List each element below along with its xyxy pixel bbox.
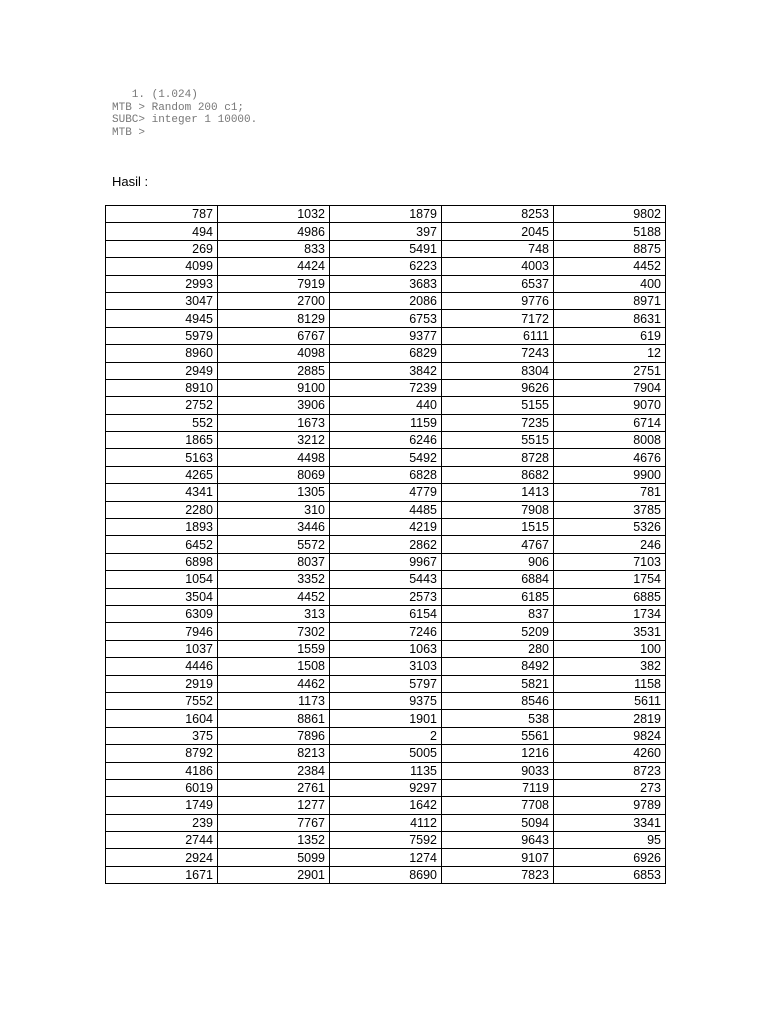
table-cell: 1893: [106, 519, 218, 536]
table-cell: 4260: [554, 745, 666, 762]
table-cell: 7246: [330, 623, 442, 640]
table-cell: 6884: [442, 571, 554, 588]
table-cell: 6926: [554, 849, 666, 866]
table-cell: 2573: [330, 588, 442, 605]
table-cell: 6111: [442, 327, 554, 344]
table-cell: 3504: [106, 588, 218, 605]
table-cell: 9070: [554, 397, 666, 414]
table-cell: 7552: [106, 692, 218, 709]
table-cell: 2885: [218, 362, 330, 379]
table-row: [106, 849, 666, 866]
table-cell: 1158: [554, 675, 666, 692]
table-cell: 2901: [218, 866, 330, 883]
table-cell: 4485: [330, 501, 442, 518]
random-numbers-table-body: [106, 206, 666, 884]
table-cell: 273: [554, 779, 666, 796]
table-cell: 5515: [442, 432, 554, 449]
table-cell: 5005: [330, 745, 442, 762]
table-cell: 3047: [106, 292, 218, 309]
table-cell: 7235: [442, 414, 554, 431]
table-cell: 8690: [330, 866, 442, 883]
table-cell: 6829: [330, 345, 442, 362]
table-cell: 1159: [330, 414, 442, 431]
table-cell: 4986: [218, 223, 330, 240]
table-cell: 12: [554, 345, 666, 362]
table-cell: 5188: [554, 223, 666, 240]
result-label: Hasil :: [112, 174, 149, 189]
table-cell: 4462: [218, 675, 330, 692]
table-cell: 440: [330, 397, 442, 414]
table-cell: 3906: [218, 397, 330, 414]
table-cell: 6537: [442, 275, 554, 292]
table-cell: 4186: [106, 762, 218, 779]
table-cell: 6185: [442, 588, 554, 605]
table-cell: 5443: [330, 571, 442, 588]
table-cell: 1274: [330, 849, 442, 866]
table-cell: 2751: [554, 362, 666, 379]
table-row: [106, 275, 666, 292]
table-cell: 9789: [554, 797, 666, 814]
minitab-command-block: [112, 89, 257, 139]
table-cell: 4098: [218, 345, 330, 362]
table-row: [106, 571, 666, 588]
table-row: [106, 397, 666, 414]
table-cell: 7708: [442, 797, 554, 814]
table-cell: 1216: [442, 745, 554, 762]
table-cell: 7896: [218, 727, 330, 744]
table-cell: 1352: [218, 832, 330, 849]
table-row: [106, 588, 666, 605]
table-row: [106, 640, 666, 657]
table-row: [106, 762, 666, 779]
table-row: [106, 866, 666, 883]
table-cell: 2761: [218, 779, 330, 796]
table-cell: 375: [106, 727, 218, 744]
table-cell: 8728: [442, 449, 554, 466]
table-row: [106, 675, 666, 692]
table-cell: 5326: [554, 519, 666, 536]
table-cell: 4003: [442, 258, 554, 275]
table-cell: 8723: [554, 762, 666, 779]
table-cell: 4112: [330, 814, 442, 831]
table-cell: 6828: [330, 466, 442, 483]
table-cell: 5797: [330, 675, 442, 692]
table-row: [106, 258, 666, 275]
table-row: [106, 501, 666, 518]
table-cell: 5572: [218, 536, 330, 553]
table-cell: 8008: [554, 432, 666, 449]
table-cell: 9900: [554, 466, 666, 483]
table-row: [106, 814, 666, 831]
table-row: [106, 466, 666, 483]
table-cell: 3531: [554, 623, 666, 640]
table-cell: 5163: [106, 449, 218, 466]
table-cell: 1413: [442, 484, 554, 501]
table-cell: 1508: [218, 658, 330, 675]
table-cell: 619: [554, 327, 666, 344]
table-cell: 1673: [218, 414, 330, 431]
table-cell: 9033: [442, 762, 554, 779]
table-cell: 7239: [330, 379, 442, 396]
table-cell: 9377: [330, 327, 442, 344]
table-cell: 1865: [106, 432, 218, 449]
random-numbers-table: [105, 205, 666, 884]
table-cell: 3842: [330, 362, 442, 379]
table-cell: 7592: [330, 832, 442, 849]
table-cell: 4676: [554, 449, 666, 466]
table-cell: 7172: [442, 310, 554, 327]
table-cell: 8253: [442, 206, 554, 223]
table-row: [106, 745, 666, 762]
table-cell: 9643: [442, 832, 554, 849]
table-cell: 1515: [442, 519, 554, 536]
table-cell: 6885: [554, 588, 666, 605]
table-cell: 5979: [106, 327, 218, 344]
table-cell: 6853: [554, 866, 666, 883]
command-line-prompt: MTB >: [112, 126, 146, 139]
table-cell: 2924: [106, 849, 218, 866]
table-row: [106, 536, 666, 553]
table-cell: 280: [442, 640, 554, 657]
table-row: [106, 553, 666, 570]
table-cell: 6223: [330, 258, 442, 275]
table-cell: 6019: [106, 779, 218, 796]
table-cell: 5492: [330, 449, 442, 466]
table-cell: 5099: [218, 849, 330, 866]
table-cell: 239: [106, 814, 218, 831]
table-cell: 8304: [442, 362, 554, 379]
table-cell: 9824: [554, 727, 666, 744]
table-row: [106, 623, 666, 640]
table-cell: 400: [554, 275, 666, 292]
table-cell: 3341: [554, 814, 666, 831]
table-cell: 1135: [330, 762, 442, 779]
table-cell: 6309: [106, 605, 218, 622]
table-cell: 9626: [442, 379, 554, 396]
table-cell: 1063: [330, 640, 442, 657]
table-cell: 9107: [442, 849, 554, 866]
table-cell: 9297: [330, 779, 442, 796]
table-cell: 1054: [106, 571, 218, 588]
table-row: [106, 206, 666, 223]
table-cell: 8213: [218, 745, 330, 762]
table-cell: 787: [106, 206, 218, 223]
table-cell: 3446: [218, 519, 330, 536]
table-cell: 7823: [442, 866, 554, 883]
table-cell: 8960: [106, 345, 218, 362]
table-cell: 5561: [442, 727, 554, 744]
table-cell: 2949: [106, 362, 218, 379]
table-cell: 1734: [554, 605, 666, 622]
table-cell: 1032: [218, 206, 330, 223]
table-cell: 2752: [106, 397, 218, 414]
table-cell: 9100: [218, 379, 330, 396]
table-cell: 2384: [218, 762, 330, 779]
table-cell: 8971: [554, 292, 666, 309]
table-row: [106, 710, 666, 727]
table-cell: 8037: [218, 553, 330, 570]
table-row: [106, 692, 666, 709]
table-cell: 1754: [554, 571, 666, 588]
table-cell: 7767: [218, 814, 330, 831]
table-cell: 7904: [554, 379, 666, 396]
table-cell: 5491: [330, 240, 442, 257]
table-cell: 7908: [442, 501, 554, 518]
table-cell: 538: [442, 710, 554, 727]
table-cell: 3683: [330, 275, 442, 292]
table-row: [106, 223, 666, 240]
table-cell: 1037: [106, 640, 218, 657]
table-cell: 8792: [106, 745, 218, 762]
table-cell: 4446: [106, 658, 218, 675]
table-cell: 1604: [106, 710, 218, 727]
table-row: [106, 779, 666, 796]
table-row: [106, 484, 666, 501]
table-cell: 100: [554, 640, 666, 657]
table-cell: 2700: [218, 292, 330, 309]
table-row: [106, 414, 666, 431]
table-cell: 5094: [442, 814, 554, 831]
table-cell: 7243: [442, 345, 554, 362]
table-cell: 8682: [442, 466, 554, 483]
table-cell: 8129: [218, 310, 330, 327]
table-cell: 4452: [218, 588, 330, 605]
table-cell: 6898: [106, 553, 218, 570]
table-cell: 2086: [330, 292, 442, 309]
table-cell: 2919: [106, 675, 218, 692]
table-cell: 6767: [218, 327, 330, 344]
table-cell: 1559: [218, 640, 330, 657]
table-cell: 5155: [442, 397, 554, 414]
table-cell: 382: [554, 658, 666, 675]
table-cell: 4767: [442, 536, 554, 553]
table-cell: 8631: [554, 310, 666, 327]
table-cell: 4498: [218, 449, 330, 466]
table-row: [106, 797, 666, 814]
table-cell: 3212: [218, 432, 330, 449]
table-row: [106, 605, 666, 622]
table-cell: 6246: [330, 432, 442, 449]
table-cell: 5209: [442, 623, 554, 640]
table-cell: 4452: [554, 258, 666, 275]
table-cell: 906: [442, 553, 554, 570]
table-cell: 1305: [218, 484, 330, 501]
table-cell: 4945: [106, 310, 218, 327]
command-line-step: 1. (1.024): [112, 89, 198, 101]
table-cell: 4341: [106, 484, 218, 501]
table-cell: 1749: [106, 797, 218, 814]
table-cell: 5611: [554, 692, 666, 709]
table-cell: 9802: [554, 206, 666, 223]
table-cell: 837: [442, 605, 554, 622]
table-cell: 8910: [106, 379, 218, 396]
table-cell: 1277: [218, 797, 330, 814]
table-cell: 5821: [442, 675, 554, 692]
table-cell: 4219: [330, 519, 442, 536]
table-cell: 8492: [442, 658, 554, 675]
table-cell: 7919: [218, 275, 330, 292]
table-cell: 7119: [442, 779, 554, 796]
table-row: [106, 658, 666, 675]
table-row: [106, 432, 666, 449]
table-cell: 9776: [442, 292, 554, 309]
table-cell: 2045: [442, 223, 554, 240]
table-cell: 8546: [442, 692, 554, 709]
table-cell: 1642: [330, 797, 442, 814]
table-cell: 1173: [218, 692, 330, 709]
table-cell: 6452: [106, 536, 218, 553]
table-cell: 3103: [330, 658, 442, 675]
table-row: [106, 292, 666, 309]
table-row: [106, 449, 666, 466]
table-cell: 9967: [330, 553, 442, 570]
table-cell: 95: [554, 832, 666, 849]
table-cell: 4779: [330, 484, 442, 501]
table-cell: 552: [106, 414, 218, 431]
table-cell: 2862: [330, 536, 442, 553]
table-cell: 4424: [218, 258, 330, 275]
table-cell: 8861: [218, 710, 330, 727]
table-cell: 833: [218, 240, 330, 257]
table-row: [106, 379, 666, 396]
table-cell: 269: [106, 240, 218, 257]
table-cell: 310: [218, 501, 330, 518]
table-cell: 397: [330, 223, 442, 240]
table-cell: 2819: [554, 710, 666, 727]
table-cell: 2744: [106, 832, 218, 849]
table-cell: 7302: [218, 623, 330, 640]
table-cell: 494: [106, 223, 218, 240]
table-cell: 6154: [330, 605, 442, 622]
table-cell: 246: [554, 536, 666, 553]
table-cell: 313: [218, 605, 330, 622]
table-cell: 7946: [106, 623, 218, 640]
table-cell: 6753: [330, 310, 442, 327]
table-row: [106, 240, 666, 257]
table-cell: 748: [442, 240, 554, 257]
table-cell: 4265: [106, 466, 218, 483]
table-cell: 3352: [218, 571, 330, 588]
table-cell: 2993: [106, 275, 218, 292]
table-row: [106, 832, 666, 849]
table-row: [106, 310, 666, 327]
table-cell: 7103: [554, 553, 666, 570]
table-row: [106, 362, 666, 379]
table-row: [106, 345, 666, 362]
table-cell: 4099: [106, 258, 218, 275]
table-cell: 781: [554, 484, 666, 501]
table-cell: 8069: [218, 466, 330, 483]
table-cell: 3785: [554, 501, 666, 518]
table-cell: 2: [330, 727, 442, 744]
table-row: [106, 519, 666, 536]
command-line-random: MTB > Random 200 c1;: [112, 101, 245, 114]
table-cell: 1879: [330, 206, 442, 223]
command-line-subcommand: SUBC> integer 1 10000.: [112, 114, 258, 126]
table-cell: 6714: [554, 414, 666, 431]
table-cell: 9375: [330, 692, 442, 709]
table-cell: 1901: [330, 710, 442, 727]
table-cell: 2280: [106, 501, 218, 518]
table-row: [106, 327, 666, 344]
table-cell: 8875: [554, 240, 666, 257]
table-row: [106, 727, 666, 744]
table-cell: 1671: [106, 866, 218, 883]
